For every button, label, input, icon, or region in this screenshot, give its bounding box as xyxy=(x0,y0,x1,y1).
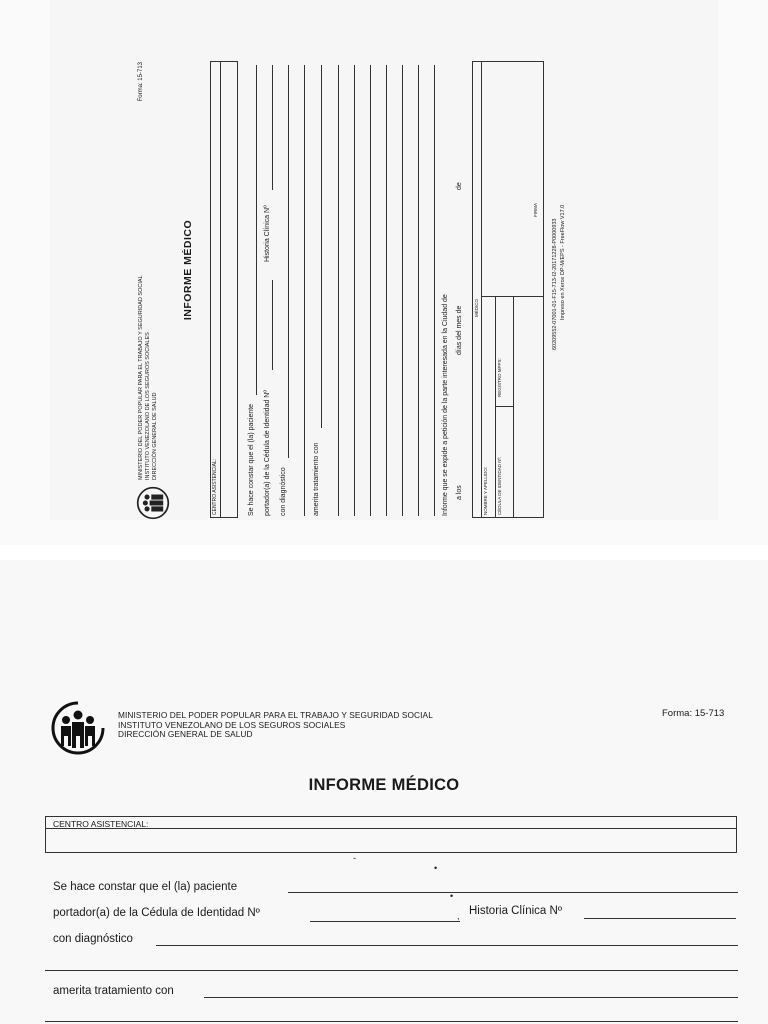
rot-de-label: de xyxy=(456,182,463,190)
rot-a-los-label: a los xyxy=(456,485,463,500)
tratamiento-field[interactable] xyxy=(204,997,738,998)
cedula-field[interactable] xyxy=(310,921,460,922)
rot-informe-label: Informe que se expide a petición de la parte interesada en la Ciudad de xyxy=(442,294,449,516)
page-title: INFORME MÉDICO xyxy=(308,776,460,794)
centro-asistencial-field[interactable] xyxy=(45,816,737,853)
forma-number: Forma: 15-713 xyxy=(662,708,725,719)
rot-print-line2: Impreso en Xerox DP-M/EPS - FreeFlow V17.0 xyxy=(560,204,566,320)
rot-paciente-label: Se hace constar que el (la) paciente xyxy=(248,403,255,516)
diagnostico-field[interactable] xyxy=(156,945,738,946)
historia-label: Historia Clínica Nº xyxy=(469,905,563,917)
scan-mark: - xyxy=(353,853,356,863)
rot-centro-box xyxy=(210,61,238,518)
rot-centro-label: CENTRO ASISTENCIAL: xyxy=(212,458,218,515)
rotated-form xyxy=(130,20,650,520)
rot-ministry-text: MINISTERIO DEL PODER POPULAR PARA EL TRABAJO Y SEGURIDAD SOCIAL INSTITUTO VENEZOLANO DE LOS SEGUROS SOCIALES DIRECCIÓN GENERAL DE SALUD xyxy=(138,275,158,480)
rot-cedula-label: portador(a) de la Cédula de Identidad Nº xyxy=(264,390,271,516)
ministry-line-2: INSTITUTO VENEZOLANO DE LOS SEGUROS SOCIALES xyxy=(118,719,346,730)
comma-mark: , xyxy=(457,911,460,921)
tratamiento-field-line-2[interactable] xyxy=(45,1021,738,1022)
rot-dias-label: días del mes de xyxy=(456,305,463,355)
diagnostico-field-line-2[interactable] xyxy=(45,970,738,971)
historia-field[interactable] xyxy=(584,918,736,919)
rot-diagnostico-label: con diagnóstico xyxy=(280,467,287,516)
tratamiento-label: amerita tratamiento con xyxy=(53,985,174,997)
diagnostico-label: con diagnóstico xyxy=(53,933,133,945)
rot-tratamiento-label: amerita tratamiento con xyxy=(313,442,320,516)
centro-divider xyxy=(46,828,736,829)
rot-title: INFORME MÉDICO xyxy=(182,219,194,321)
rot-print-code: 60209552-07001-01-F15-713-I2-20171228-P0000933 xyxy=(552,218,558,350)
scan-dot: • xyxy=(450,891,454,901)
ministry-header xyxy=(118,711,433,740)
cedula-label: portador(a) de la Cédula de Identidad Nº xyxy=(53,907,260,919)
rot-forma-number: Forma: 15-713 xyxy=(138,62,144,102)
rot-historia-label: Historia Clínica Nº xyxy=(264,205,271,262)
scan-dot: • xyxy=(434,863,438,873)
ministry-line-3: DIRECCIÓN GENERAL DE SALUD xyxy=(118,729,253,739)
rot-medico-box: MÉDICO NOMBRE Y APELLIDO: CÉDULA DE IDENTIDAD Nº: REGISTRO MPPS: FIRMA xyxy=(472,61,544,518)
ivss-logo-icon xyxy=(136,486,170,520)
ministry-line-1: MINISTERIO DEL PODER POPULAR PARA EL TRABAJO Y SEGURIDAD SOCIAL xyxy=(118,710,433,720)
ivss-logo-icon xyxy=(50,700,106,756)
paciente-label: Se hace constar que el (la) paciente xyxy=(53,881,238,893)
centro-asistencial-label: CENTRO ASISTENCIAL: xyxy=(53,819,149,829)
paciente-field[interactable] xyxy=(288,892,738,893)
